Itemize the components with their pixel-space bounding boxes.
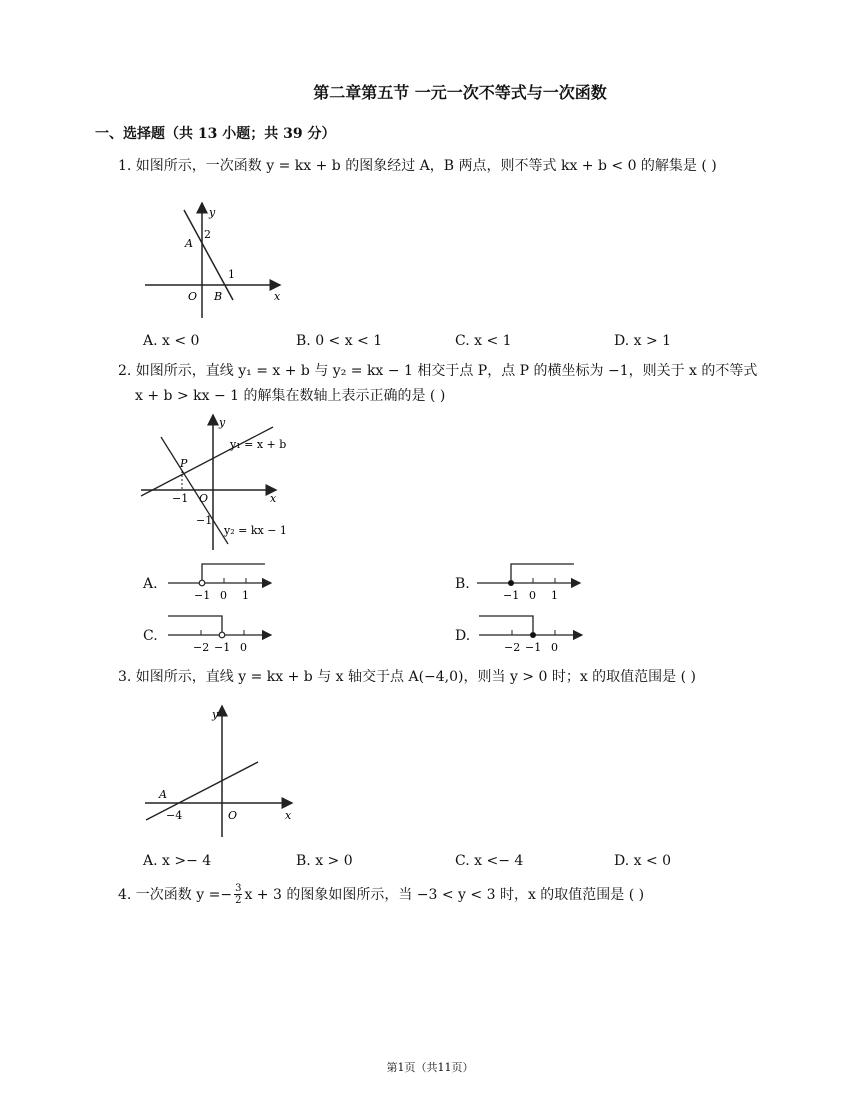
q1-stem: 1. 如图所示，一次函数 y = kx + b 的图象经过 A，B 两点，则不等式 kx + b < 0 的解集是 ( ) <box>118 158 717 174</box>
q1-y-label: y <box>209 206 216 219</box>
q3-x-label: x <box>285 809 292 822</box>
q1-origin-label: O <box>188 290 198 303</box>
section-heading: 一、选择题（共 13 小题；共 39 分） <box>95 126 336 142</box>
q2-option-c-label: C. <box>143 628 158 644</box>
q1-value-1: 1 <box>228 268 235 281</box>
q2a-tick-2: 1 <box>242 589 249 602</box>
q4-fraction-denominator: 2 <box>235 895 242 906</box>
q4-stem-part-a: 4. 一次函数 y =− <box>118 886 233 903</box>
q1-option-c: C. x < 1 <box>455 333 512 349</box>
q1-point-b-label: B <box>214 290 223 303</box>
q2-x-label: x <box>270 492 277 505</box>
q2b-solid-point <box>508 580 514 586</box>
q2-option-d-numberline <box>474 610 589 655</box>
q1-x-label: x <box>274 290 281 303</box>
q2-option-a-label: A. <box>143 576 158 592</box>
q2-stem-line2: x + b > kx − 1 的解集在数轴上表示正确的是 ( ) <box>135 388 446 404</box>
q3-option-d: D. x < 0 <box>614 853 672 869</box>
q3-neg4: −4 <box>166 809 183 822</box>
q2b-tick-2: 1 <box>551 589 558 602</box>
q1-graph <box>140 198 300 323</box>
q1-line <box>184 210 233 300</box>
q2b-tick-0: −1 <box>503 589 520 602</box>
q2a-tick-1: 0 <box>220 589 227 602</box>
q2a-open-point <box>199 580 205 586</box>
q3-point-a-label: A <box>159 788 167 801</box>
q1-value-2: 2 <box>204 228 211 241</box>
q1-option-b: B. 0 < x < 1 <box>296 333 383 349</box>
page-title: 第二章第五节 一元一次不等式与一次函数 <box>313 83 607 102</box>
q1-point-a-label: A <box>185 237 193 250</box>
q4-fraction-numerator: 3 <box>235 883 242 894</box>
q2-neg1-y: −1 <box>196 514 213 527</box>
q2-option-d-label: D. <box>455 628 471 644</box>
q2-neg1-x: −1 <box>172 492 189 505</box>
q2d-solid-point <box>530 632 536 638</box>
q2d-tick-0: −2 <box>504 641 521 654</box>
q2c-tick-2: 0 <box>240 641 247 654</box>
q3-option-a: A. x >− 4 <box>143 853 212 869</box>
q2-option-a-numberline <box>163 558 278 603</box>
q3-y-label: y <box>212 708 219 721</box>
q2-option-b-numberline <box>472 558 587 603</box>
q2-option-c-numberline <box>163 610 278 655</box>
q2c-open-point <box>219 632 225 638</box>
q2-point-p-label: P <box>180 457 188 470</box>
q2-y-label: y <box>219 416 226 429</box>
q2-line2-label: y₂ = kx − 1 <box>224 524 287 537</box>
q2-stem-line1: 2. 如图所示，直线 y₁ = x + b 与 y₂ = kx − 1 相交于点 P，点 P 的横坐标为 −1，则关于 x 的不等式 <box>118 363 758 379</box>
q2-option-b-label: B. <box>455 576 470 592</box>
q3-origin-label: O <box>228 809 238 822</box>
q2-line1-label: y₁ = x + b <box>230 438 287 451</box>
q3-option-c: C. x <− 4 <box>455 853 524 869</box>
q3-graph <box>140 702 305 842</box>
page-footer: 第1页（共11页） <box>386 1061 474 1074</box>
q1-option-d: D. x > 1 <box>614 333 672 349</box>
q3-stem: 3. 如图所示，直线 y = kx + b 与 x 轴交于点 A(−4,0)，则当 y > 0 时；x 的取值范围是 ( ) <box>118 669 697 685</box>
q4-fraction <box>234 883 242 906</box>
q2d-tick-2: 0 <box>551 641 558 654</box>
q2-origin-label: O <box>199 492 209 505</box>
q2c-tick-0: −2 <box>193 641 210 654</box>
q2b-tick-1: 0 <box>529 589 536 602</box>
q4-stem-part-b: x + 3 的图象如图所示，当 −3 < y < 3 时，x 的取值范围是 ( ) <box>244 886 645 903</box>
q2-graph <box>138 412 303 552</box>
q2a-tick-0: −1 <box>194 589 211 602</box>
q2d-tick-1: −1 <box>525 641 542 654</box>
q2c-tick-1: −1 <box>214 641 231 654</box>
q4-stem <box>118 883 644 906</box>
q3-option-b: B. x > 0 <box>296 853 353 869</box>
q1-option-a: A. x < 0 <box>143 333 200 349</box>
